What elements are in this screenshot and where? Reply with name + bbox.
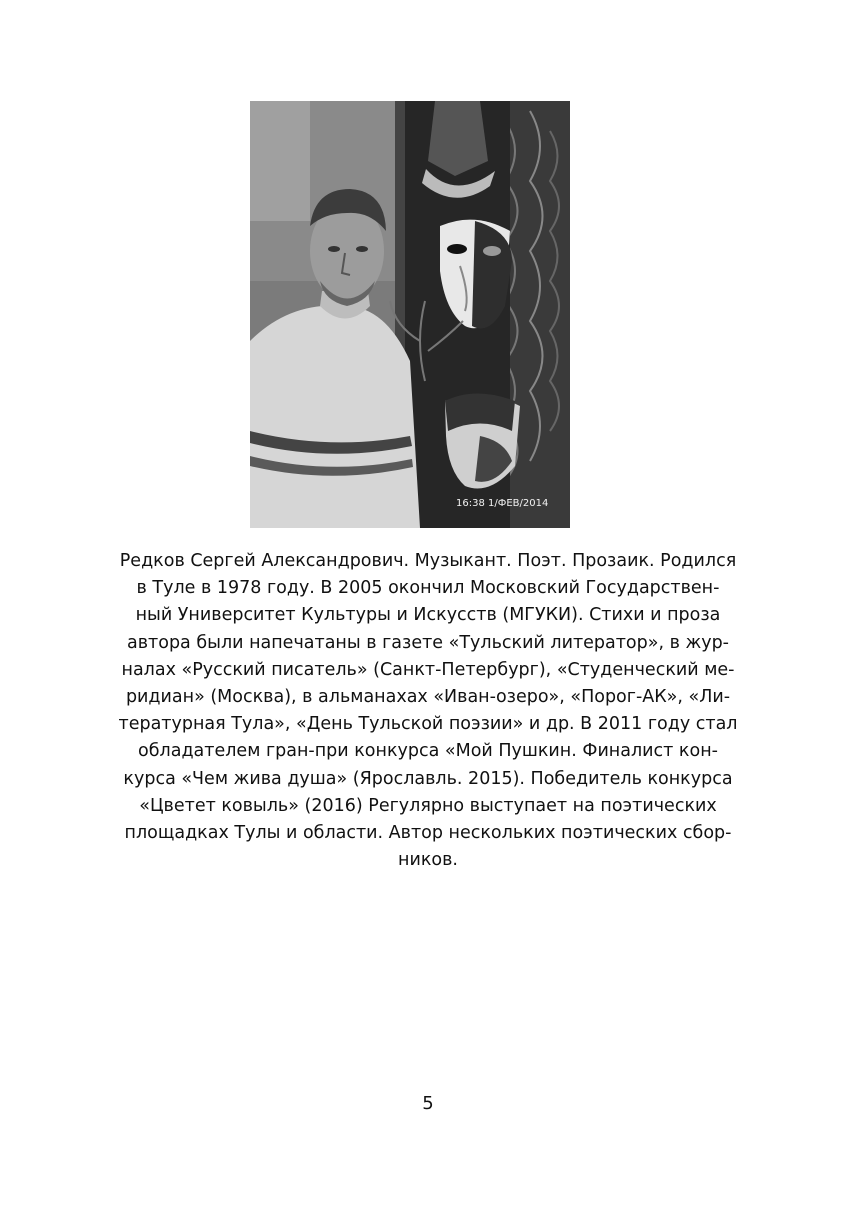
bio-line: ный Университет Культуры и Искусств (МГУКИ). Стихи и проза	[135, 605, 721, 626]
page-number: 5	[422, 1093, 434, 1114]
bio-line: площадках Тулы и области. Автор нескольких поэтических сбор-	[124, 823, 732, 844]
bio-line: Редков Сергей Александрович. Музыкант. Поэт. Прозаик. Родился	[119, 551, 737, 571]
bio-line: автора были напечатаны в газете «Тульский литератор», в жур-	[127, 632, 729, 653]
bio-line: налах «Русский писатель» (Санкт-Петербург), «Студенческий ме-	[121, 659, 735, 680]
author-bio	[100, 548, 756, 874]
bio-line: тературная Тула», «День Тульской поэзии» и др. В 2011 году стал	[118, 714, 738, 735]
bio-line: ников.	[398, 850, 458, 871]
bio-line: курса «Чем жива душа» (Ярославль. 2015). Победитель конкурса	[123, 768, 733, 789]
bio-line: ридиан» (Москва), в альманахах «Иван-озеро», «Порог-АК», «Ли-	[125, 687, 731, 708]
bio-line: обладателем гран-при конкурса «Мой Пушкин. Финалист кон-	[138, 741, 718, 762]
photo-timestamp: 16:38 1/ФЕВ/2014	[456, 498, 549, 509]
bio-line: в Туле в 1978 году. В 2005 окончил Московский Государствен-	[136, 578, 720, 599]
author-photo	[250, 101, 570, 528]
bio-line: «Цветет ковыль» (2016) Регулярно выступает на поэтических	[139, 795, 717, 816]
